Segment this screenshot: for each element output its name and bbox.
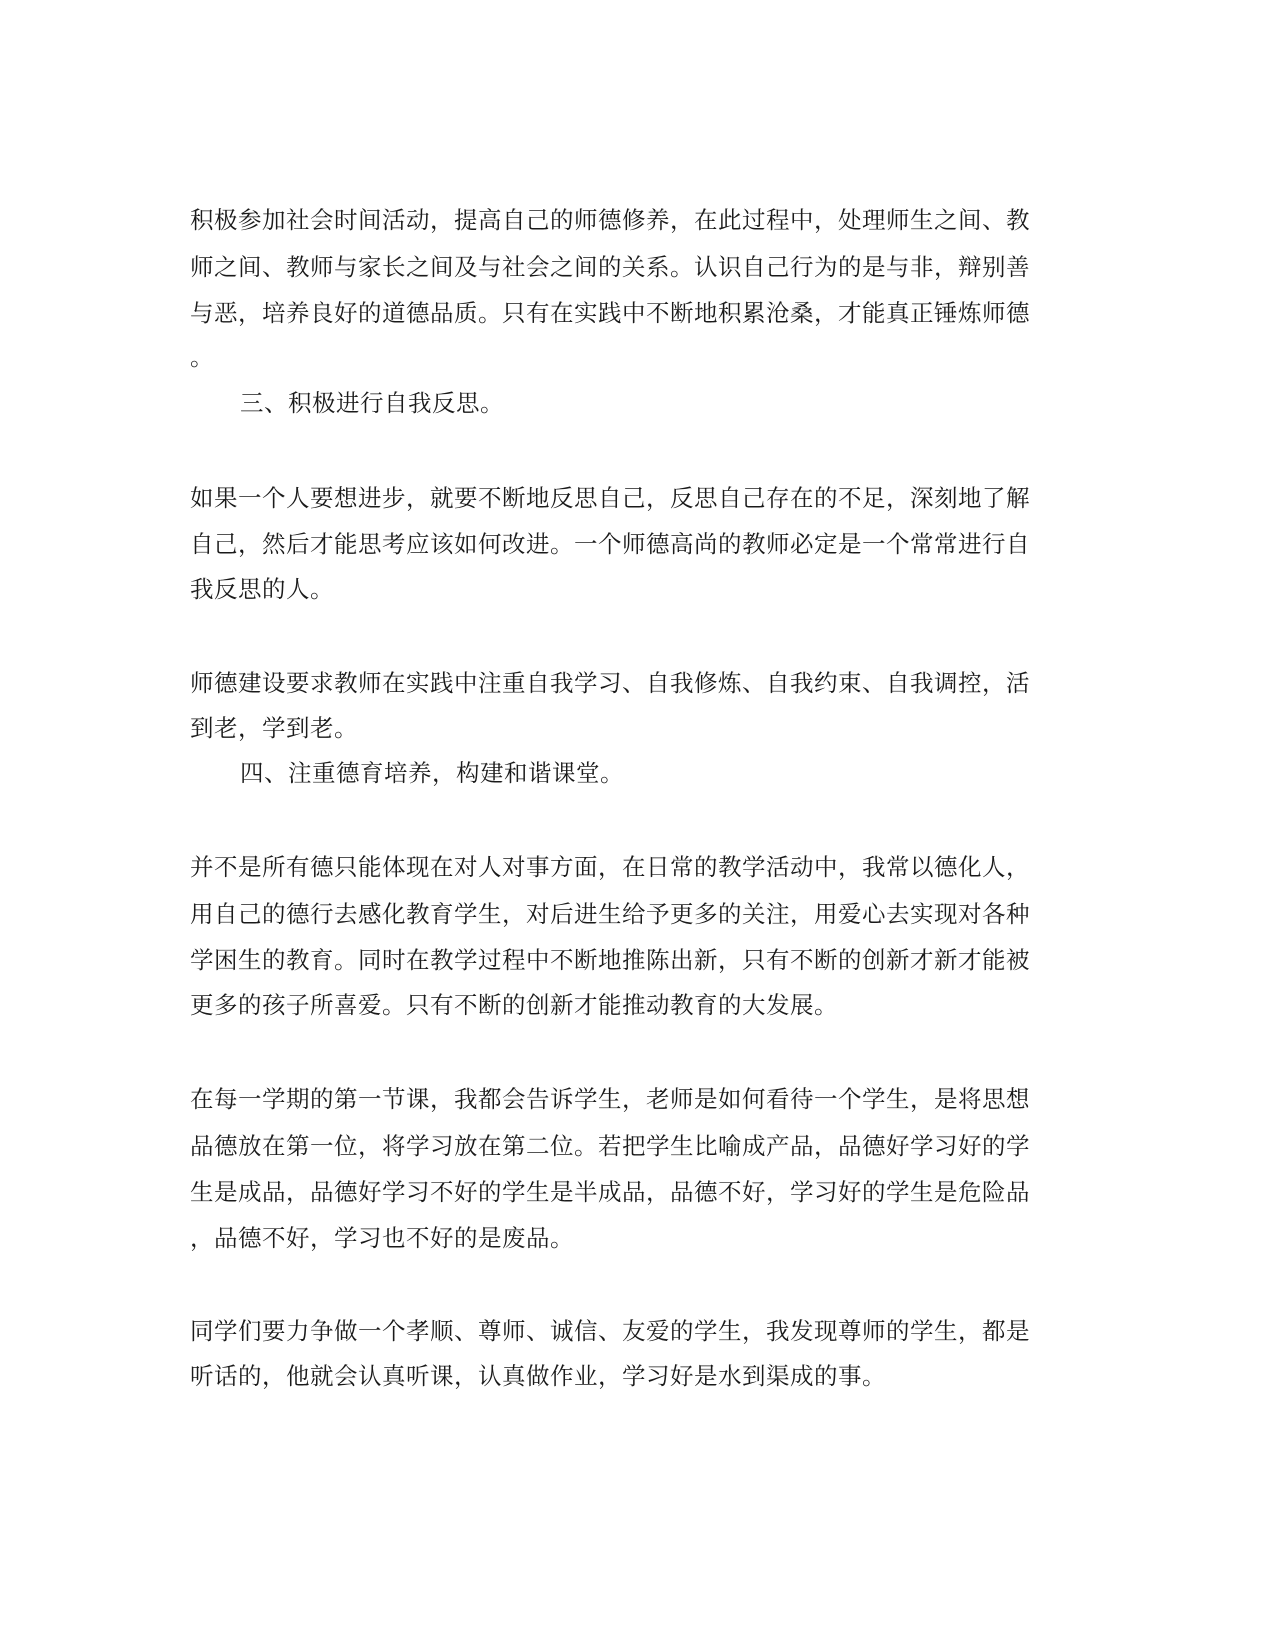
paragraph-line: 更多的孩子所喜爱。只有不断的创新才能推动教育的大发展。 bbox=[190, 991, 838, 1019]
paragraph-line: 品德放在第一位，将学习放在第二位。若把学生比喻成产品，品德好学习好的学 bbox=[190, 1132, 1030, 1160]
paragraph-line: 同学们要力争做一个孝顺、尊师、诚信、友爱的学生，我发现尊师的学生，都是 bbox=[190, 1317, 1030, 1345]
paragraph-line: 在每一学期的第一节课，我都会告诉学生，老师是如何看待一个学生，是将思想 bbox=[190, 1085, 1030, 1113]
paragraph-line: 生是成品，品德好学习不好的学生是半成品，品德不好，学习好的学生是危险品 bbox=[190, 1178, 1030, 1206]
paragraph-line: 用自己的德行去感化教育学生，对后进生给予更多的关注，用爱心去实现对各种 bbox=[190, 900, 1030, 928]
paragraph-line: 听话的，他就会认真听课，认真做作业，学习好是水到渠成的事。 bbox=[190, 1362, 886, 1390]
paragraph-line: 师德建设要求教师在实践中注重自我学习、自我修炼、自我约束、自我调控，活 bbox=[190, 669, 1030, 697]
paragraph-line: 并不是所有德只能体现在对人对事方面，在日常的教学活动中，我常以德化人， bbox=[190, 853, 1030, 881]
paragraph-line: 我反思的人。 bbox=[190, 575, 334, 603]
paragraph-line: 自己，然后才能思考应该如何改进。一个师德高尚的教师必定是一个常常进行自 bbox=[190, 530, 1030, 558]
paragraph-line: ，品德不好，学习也不好的是废品。 bbox=[190, 1224, 574, 1252]
paragraph-line: 师之间、教师与家长之间及与社会之间的关系。认识自己行为的是与非，辩别善 bbox=[190, 253, 1030, 281]
paragraph-line: 如果一个人要想进步，就要不断地反思自己，反思自己存在的不足，深刻地了解 bbox=[190, 484, 1030, 512]
paragraph-line: 学困生的教育。同时在教学过程中不断地推陈出新，只有不断的创新才新才能被 bbox=[190, 946, 1030, 974]
paragraph-line: 与恶，培养良好的道德品质。只有在实践中不断地积累沧桑，才能真正锤炼师德 bbox=[190, 299, 1030, 327]
paragraph-line: 。 bbox=[190, 343, 214, 371]
paragraph-line: 到老，学到老。 bbox=[190, 714, 358, 742]
paragraph-line: 积极参加社会时间活动，提高自己的师德修养，在此过程中，处理师生之间、教 bbox=[190, 206, 1030, 234]
section-heading: 四、注重德育培养，构建和谐课堂。 bbox=[240, 759, 624, 787]
section-heading: 三、积极进行自我反思。 bbox=[240, 389, 504, 417]
